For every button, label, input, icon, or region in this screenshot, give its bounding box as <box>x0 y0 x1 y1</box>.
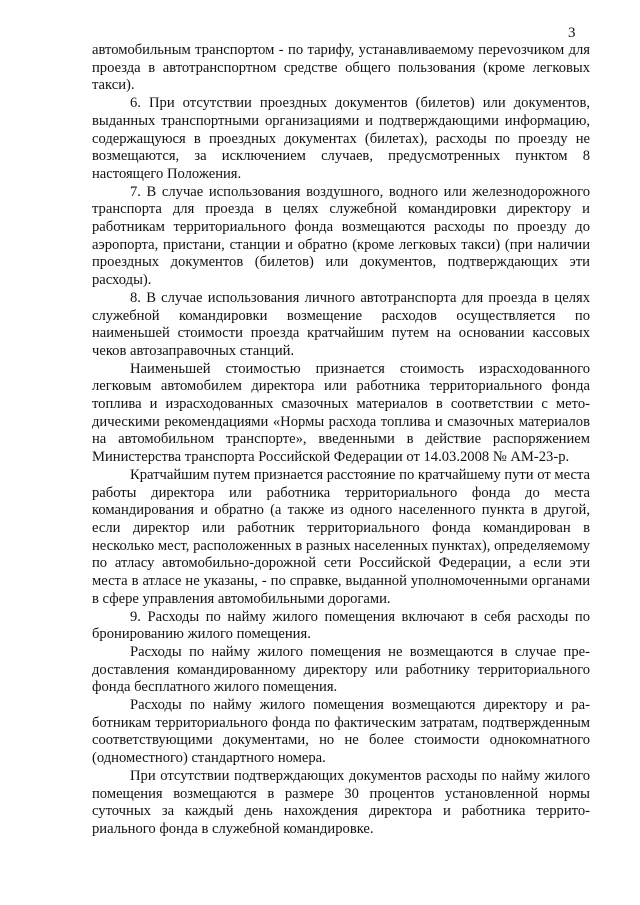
paragraph: автомобильным транспортом - по тарифу, устанавливаемому переvозчиком для проезда в автотранспортном средстве общего пользования (кроме легковых такси). <box>92 42 590 94</box>
paragraph: Расходы по найму жилого помещения возмещаются директору и работникам территориального фонда по фактическим затратам, подтвержденным соответствующими документами, но не более стоимости однокомнатного (одноместного) стандартного номера. <box>92 697 590 767</box>
paragraph: 8. В случае использования личного автотранспорта для проезда в целях служебной командировки возмещение расходов осуществляется по наименьшей стоимости проезда кратчайшим путем на основании кассовых чеков автозаправочных станций. <box>92 289 590 359</box>
page-number: 3 <box>568 25 576 41</box>
paragraph: 9. Расходы по найму жилого помещения включают в себя расходы по бронированию жилого помещения. <box>92 608 590 643</box>
paragraph: Кратчайшим путем признается расстояние по кратчайшему пути от места работы директора или работника территориального фонда до места командирования и обратно (а также из одного населенного пункта в другой, если директор или работник территориального фонда командирован в несколько мест, расположенных в разных населенных пунктах), определяемому по атласу автомобильно-дорожной сети Российской Федерации, а если эти места в атласе не указаны, - по справке, выданной уполномоченными органами в сфере управления автомобильными дорогами. <box>92 466 590 607</box>
paragraph: 6. При отсутствии проездных документов (билетов) или документов, выданных транспортными организациями и подтверждающими информацию, содержащуюся в проездных документах (билетах), расходы по проезду не возмещаются, за исключением случаев, предусмотренных пунктом 8 настоящего Положения. <box>92 95 590 182</box>
paragraph: 7. В случае использования воздушного, водного или железнодорожного транспорта для проезда в целях служебной командировки директору и работникам территориального фонда возмещаются расходы по проезду до аэропорта, пристани, станции и обратно (кроме легковых такси) (при наличии проездных документов (билетов) или документов, подтверждающих эти расходы). <box>92 183 590 289</box>
paragraph: Расходы по найму жилого помещения не возмещаются в случае предоставления командированному директору или работнику территориального фонда бесплатного жилого помещения. <box>92 643 590 696</box>
paragraph: При отсутствии подтверждающих документов расходы по найму жилого помещения возмещаются в размере 30 процентов установленной нормы суточных за каждый день нахождения директора и работника территориального фонда в служебной командировке. <box>92 767 590 837</box>
paragraph: Наименьшей стоимостью признается стоимость израсходованного легковым автомобилем директора или работника территориального фонда топлива и израсходованных смазочных материалов в соответствии с методическими рекомендациями «Нормы расхода топлива и смазочных материалов на автомобильном транспорте», введенными в действие распоряжением Министерства транспорта Российской Федерации от 14.03.2008 № АМ-23-р. <box>92 360 590 466</box>
document-body <box>92 42 590 839</box>
